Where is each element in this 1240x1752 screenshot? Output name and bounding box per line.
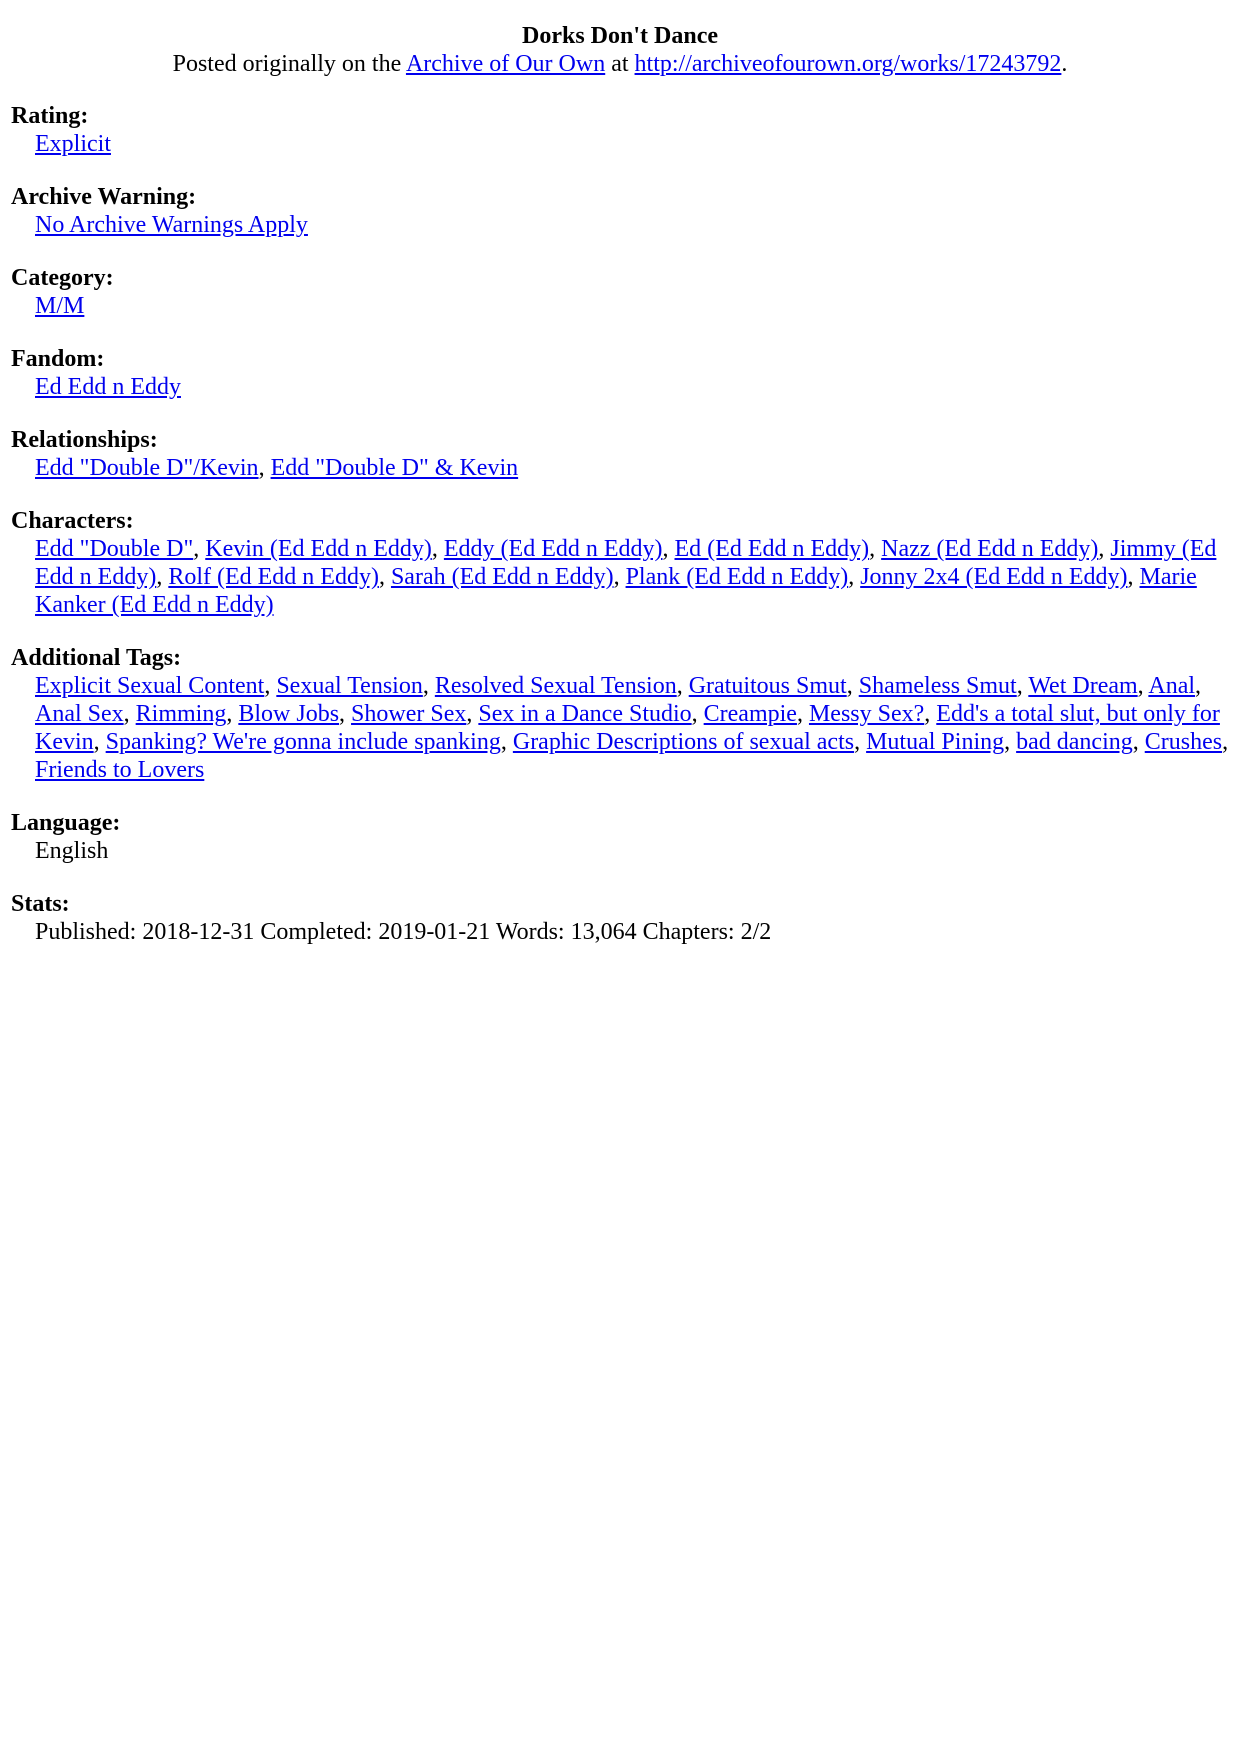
posted-line <box>11 50 1229 78</box>
rating-value <box>35 130 1229 158</box>
additional-tags-tag-link[interactable]: Shower Sex <box>351 701 467 727</box>
additional-tags-tag-link[interactable]: Rimming <box>135 701 227 727</box>
additional-tags-tag-link[interactable]: Sex in a Dance Studio <box>478 701 692 727</box>
tag-separator: , <box>1222 729 1229 755</box>
stats-text: Published: 2018-12-31 Completed: 2019-01-21 Words: 13,064 Chapters: 2/2 <box>35 919 772 945</box>
characters-tag-link[interactable]: Ed (Ed Edd n Eddy) <box>674 536 870 562</box>
additional-tags-tag-link[interactable]: Spanking? We're gonna include spanking <box>105 729 501 755</box>
tag-separator: , <box>193 536 206 562</box>
language-label: Language: <box>11 810 121 836</box>
additional-tags-tag-link[interactable]: Anal Sex <box>35 701 124 727</box>
tag-separator: , <box>156 564 169 590</box>
additional-tags-value <box>35 672 1229 784</box>
category-tag-link[interactable]: M/M <box>35 293 85 319</box>
tag-separator: , <box>258 455 271 481</box>
category-value <box>35 292 1229 320</box>
characters-tag-link[interactable]: Jimmy (Ed Edd n Eddy) <box>35 536 1217 590</box>
tag-separator: , <box>924 701 937 727</box>
fandom-value <box>35 373 1229 401</box>
tag-separator: , <box>662 536 675 562</box>
tag-separator: , <box>854 729 867 755</box>
tag-separator: , <box>431 536 444 562</box>
relationships-tag-link[interactable]: Edd "Double D"/Kevin <box>35 455 259 481</box>
tag-separator: , <box>264 673 277 699</box>
characters-value <box>35 535 1229 619</box>
at-text: at <box>611 51 629 77</box>
language-value <box>35 837 1229 865</box>
additional-tags-tag-link[interactable]: Resolved Sexual Tension <box>434 673 677 699</box>
additional-tags-tag-link[interactable]: Friends to Lovers <box>35 757 205 783</box>
work-title: Dorks Don't Dance <box>522 23 718 49</box>
tag-separator: , <box>691 701 704 727</box>
additional-tags-tag-link[interactable]: Sexual Tension <box>276 673 423 699</box>
work-metadata-page <box>11 22 1229 946</box>
archive-warning-tag-link[interactable]: No Archive Warnings Apply <box>35 212 308 238</box>
characters-tag-link[interactable]: Plank (Ed Edd n Eddy) <box>625 564 849 590</box>
characters-tag-link[interactable]: Marie Kanker (Ed Edd n Eddy) <box>35 564 1197 618</box>
additional-tags-tag-link[interactable]: Messy Sex? <box>808 701 925 727</box>
additional-tags-tag-link[interactable]: Explicit Sexual Content <box>35 673 265 699</box>
relationships-value <box>35 454 1229 482</box>
fandom-tag-link[interactable]: Ed Edd n Eddy <box>35 374 181 400</box>
tag-separator: , <box>226 701 239 727</box>
additional-tags-tag-link[interactable]: Blow Jobs <box>238 701 340 727</box>
stats-label: Stats: <box>11 891 70 917</box>
tag-separator: , <box>1132 729 1145 755</box>
characters-tag-link[interactable]: Jonny 2x4 (Ed Edd n Eddy) <box>860 564 1128 590</box>
tag-separator: , <box>869 536 882 562</box>
language-text: English <box>35 838 109 864</box>
work-header <box>11 22 1229 78</box>
tag-separator: , <box>848 564 861 590</box>
relationships-label: Relationships: <box>11 427 158 453</box>
tag-separator: , <box>1127 564 1140 590</box>
characters-tag-link[interactable]: Sarah (Ed Edd n Eddy) <box>390 564 614 590</box>
archive-warning-label: Archive Warning: <box>11 184 197 210</box>
posted-prefix: Posted originally on the <box>172 51 402 77</box>
characters-tag-link[interactable]: Kevin (Ed Edd n Eddy) <box>205 536 432 562</box>
additional-tags-tag-link[interactable]: Graphic Descriptions of sexual acts <box>512 729 855 755</box>
tag-separator: , <box>796 701 809 727</box>
characters-tag-link[interactable]: Rolf (Ed Edd n Eddy) <box>168 564 379 590</box>
characters-tag-link[interactable]: Eddy (Ed Edd n Eddy) <box>443 536 663 562</box>
characters-label: Characters: <box>11 508 134 534</box>
additional-tags-tag-link[interactable]: Wet Dream <box>1028 673 1138 699</box>
additional-tags-label: Additional Tags: <box>11 645 182 671</box>
tag-separator: , <box>1004 729 1017 755</box>
tag-separator: , <box>500 729 513 755</box>
additional-tags-tag-link[interactable]: bad dancing <box>1016 729 1133 755</box>
tag-separator: , <box>339 701 352 727</box>
additional-tags-tag-link[interactable]: Edd's a total slut, but only for Kevin <box>35 701 1220 755</box>
additional-tags-tag-link[interactable]: Creampie <box>703 701 797 727</box>
characters-tag-link[interactable]: Edd "Double D" <box>35 536 194 562</box>
stats-value <box>35 918 1229 946</box>
tag-separator: , <box>1016 673 1029 699</box>
rating-tag-link[interactable]: Explicit <box>35 131 111 157</box>
additional-tags-tag-link[interactable]: Crushes <box>1144 729 1223 755</box>
category-label: Category: <box>11 265 114 291</box>
end-punct: . <box>1061 51 1068 77</box>
tag-separator: , <box>466 701 479 727</box>
additional-tags-tag-link[interactable]: Shameless Smut <box>858 673 1017 699</box>
archive-warning-value <box>35 211 1229 239</box>
tag-separator: , <box>123 701 136 727</box>
additional-tags-tag-link[interactable]: Anal <box>1148 673 1196 699</box>
fandom-label: Fandom: <box>11 346 105 372</box>
tag-separator: , <box>378 564 391 590</box>
tag-separator: , <box>1098 536 1111 562</box>
archive-link[interactable]: Archive of Our Own <box>405 51 606 77</box>
tag-separator: , <box>613 564 626 590</box>
characters-tag-link[interactable]: Nazz (Ed Edd n Eddy) <box>881 536 1099 562</box>
tag-separator: , <box>422 673 435 699</box>
relationships-tag-link[interactable]: Edd "Double D" & Kevin <box>270 455 519 481</box>
additional-tags-tag-link[interactable]: Mutual Pining <box>866 729 1005 755</box>
tag-separator: , <box>676 673 689 699</box>
rating-label: Rating: <box>11 103 89 129</box>
additional-tags-tag-link[interactable]: Gratuitous Smut <box>688 673 847 699</box>
tag-separator: , <box>93 729 106 755</box>
metadata-list <box>11 102 1229 946</box>
tag-separator: , <box>1137 673 1149 699</box>
tag-separator: , <box>1195 673 1202 699</box>
work-url-link[interactable]: http://archiveofourown.org/works/17243792 <box>634 51 1062 77</box>
tag-separator: , <box>846 673 859 699</box>
